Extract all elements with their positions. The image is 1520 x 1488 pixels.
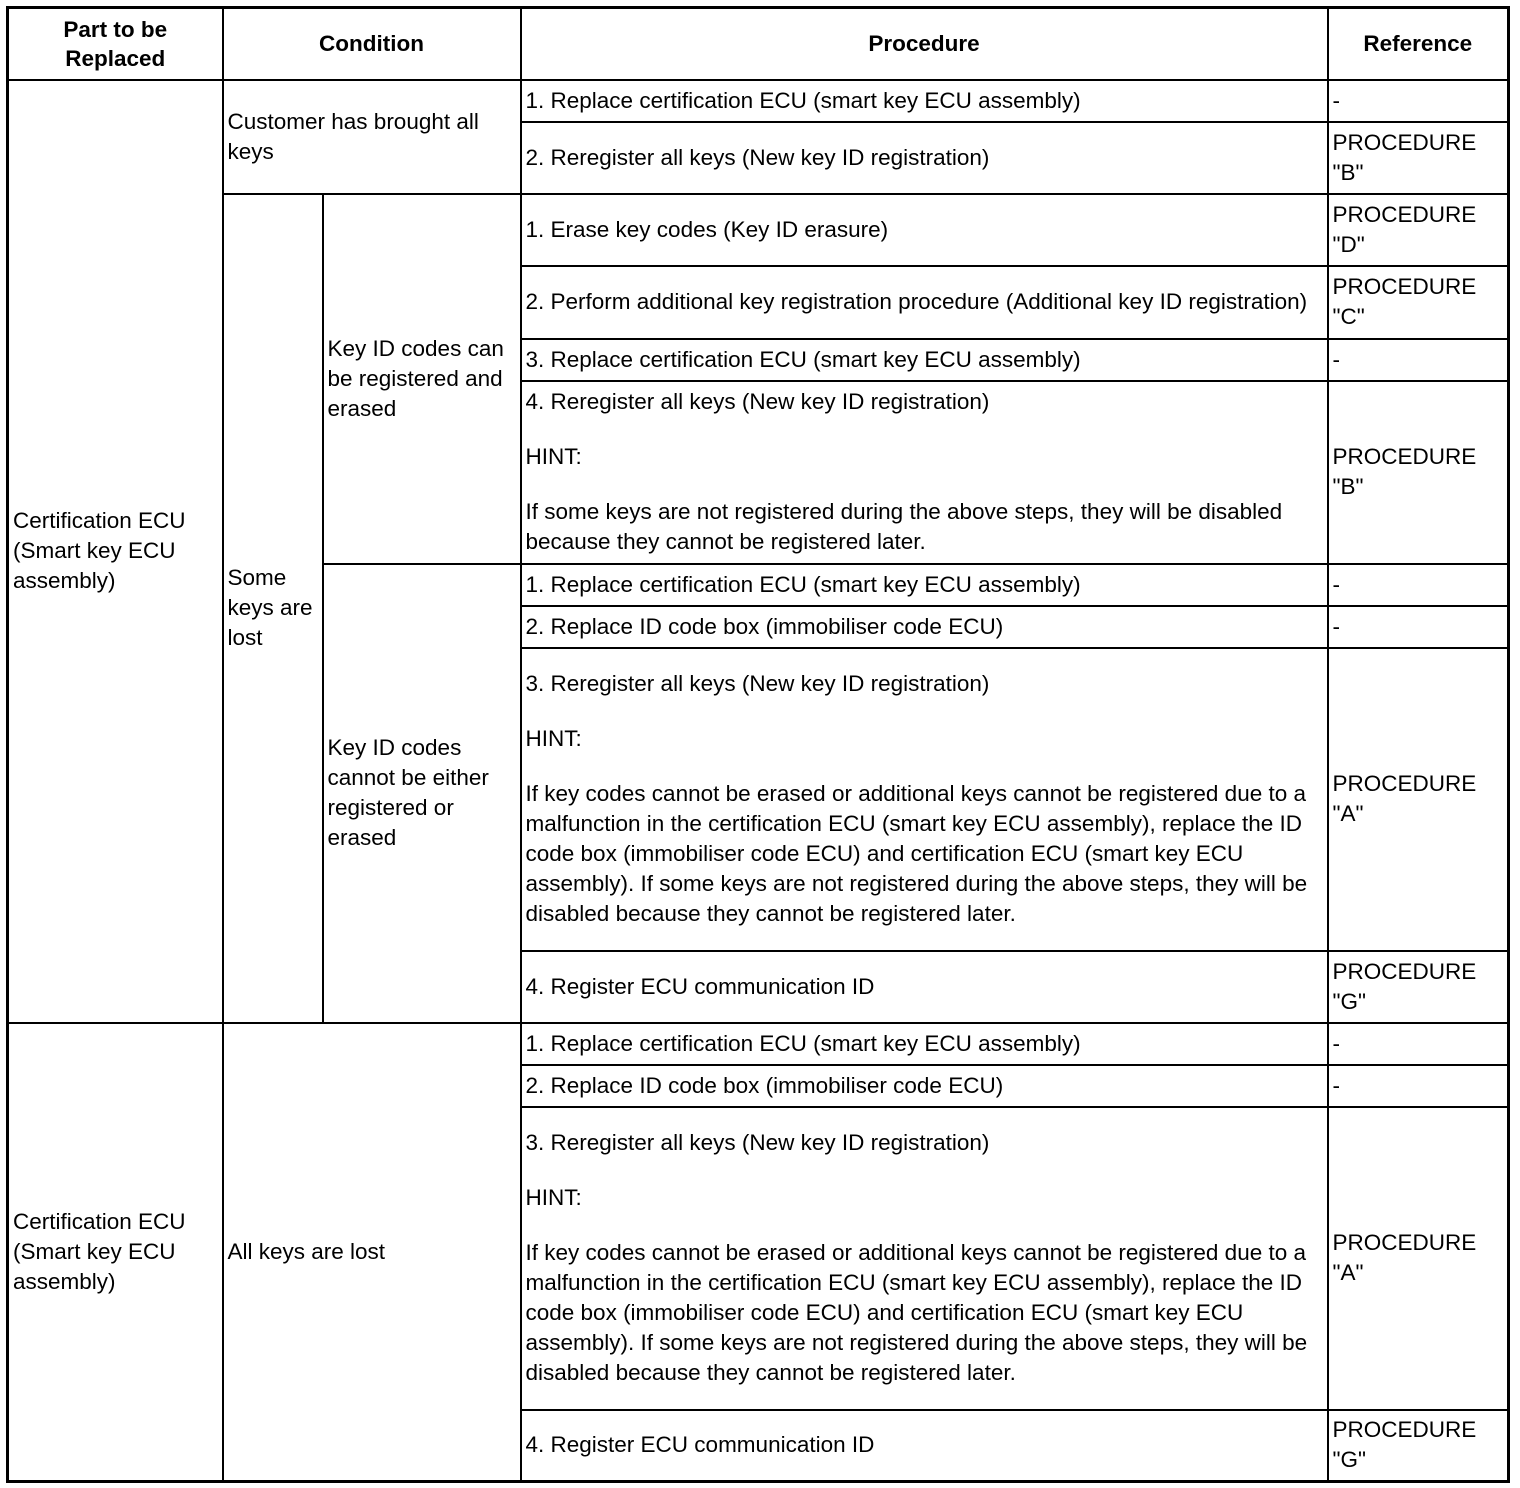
procedure-cell: 2. Replace ID code box (immobiliser code ECU) xyxy=(521,1065,1328,1107)
table-row xyxy=(8,194,1509,266)
reference-cell: - xyxy=(1328,339,1509,381)
hint-label: HINT: xyxy=(525,1185,582,1210)
sub-condition-cell: Key ID codes cannot be either registered or erased xyxy=(323,564,521,1023)
replacement-procedure-table xyxy=(6,6,1510,1483)
reference-cell: PROCEDURE "G" xyxy=(1328,951,1509,1023)
procedure-step: 3. Reregister all keys (New key ID registration) xyxy=(525,1130,990,1155)
procedure-cell: 1. Replace certification ECU (smart key ECU assembly) xyxy=(521,80,1328,122)
condition-cell: Some keys are lost xyxy=(223,194,323,1023)
reference-cell: PROCEDURE "B" xyxy=(1328,122,1509,194)
procedure-cell: 2. Reregister all keys (New key ID registration) xyxy=(521,122,1328,194)
header-part: Part to be Replaced xyxy=(8,8,223,80)
procedure-cell xyxy=(521,381,1328,564)
header-procedure: Procedure xyxy=(521,8,1328,80)
table-row xyxy=(8,80,1509,122)
procedure-step: 4. Reregister all keys (New key ID registration) xyxy=(525,389,990,414)
condition-cell: Customer has brought all keys xyxy=(223,80,521,194)
part-cell: Certification ECU (Smart key ECU assembly) xyxy=(8,1023,223,1482)
header-row xyxy=(8,8,1509,80)
reference-cell: - xyxy=(1328,564,1509,606)
procedure-cell: 1. Replace certification ECU (smart key ECU assembly) xyxy=(521,1023,1328,1065)
procedure-cell: 3. Replace certification ECU (smart key ECU assembly) xyxy=(521,339,1328,381)
header-condition: Condition xyxy=(223,8,521,80)
hint-text: If some keys are not registered during the above steps, they will be disabled because they cannot be registered later. xyxy=(525,499,1283,554)
hint-text: If key codes cannot be erased or additional keys cannot be registered due to a malfunction in the certification ECU (smart key ECU assembly), replace the ID code box (immobiliser code ECU) and certification ECU (smart key ECU assembly). If some keys are not registered during the above steps, they will be disabled because they cannot be registered later. xyxy=(525,781,1308,926)
reference-cell: - xyxy=(1328,1065,1509,1107)
reference-cell: PROCEDURE "C" xyxy=(1328,266,1509,339)
reference-cell: PROCEDURE "A" xyxy=(1328,1107,1509,1410)
hint-label: HINT: xyxy=(525,444,582,469)
header-reference: Reference xyxy=(1328,8,1509,80)
table-row xyxy=(8,1023,1509,1065)
reference-cell: - xyxy=(1328,606,1509,648)
procedure-cell xyxy=(521,1107,1328,1410)
procedure-cell: 4. Register ECU communication ID xyxy=(521,1410,1328,1482)
procedure-cell: 1. Replace certification ECU (smart key ECU assembly) xyxy=(521,564,1328,606)
reference-cell: PROCEDURE "G" xyxy=(1328,1410,1509,1482)
reference-cell: - xyxy=(1328,1023,1509,1065)
hint-text: If key codes cannot be erased or additional keys cannot be registered due to a malfunction in the certification ECU (smart key ECU assembly), replace the ID code box (immobiliser code ECU) and certification ECU (smart key ECU assembly). If some keys are not registered during the above steps, they will be disabled because they cannot be registered later. xyxy=(525,1240,1308,1385)
reference-cell: PROCEDURE "B" xyxy=(1328,381,1509,564)
part-cell: Certification ECU (Smart key ECU assembly) xyxy=(8,80,223,1023)
procedure-cell: 1. Erase key codes (Key ID erasure) xyxy=(521,194,1328,266)
reference-cell: PROCEDURE "D" xyxy=(1328,194,1509,266)
sub-condition-cell: Key ID codes can be registered and erased xyxy=(323,194,521,564)
procedure-cell: 4. Register ECU communication ID xyxy=(521,951,1328,1023)
procedure-cell: 2. Perform additional key registration procedure (Additional key ID registration) xyxy=(521,266,1328,339)
procedure-cell xyxy=(521,648,1328,951)
reference-cell: - xyxy=(1328,80,1509,122)
procedure-step: 3. Reregister all keys (New key ID registration) xyxy=(525,671,990,696)
condition-cell: All keys are lost xyxy=(223,1023,521,1482)
hint-label: HINT: xyxy=(525,726,582,751)
procedure-cell: 2. Replace ID code box (immobiliser code ECU) xyxy=(521,606,1328,648)
reference-cell: PROCEDURE "A" xyxy=(1328,648,1509,951)
